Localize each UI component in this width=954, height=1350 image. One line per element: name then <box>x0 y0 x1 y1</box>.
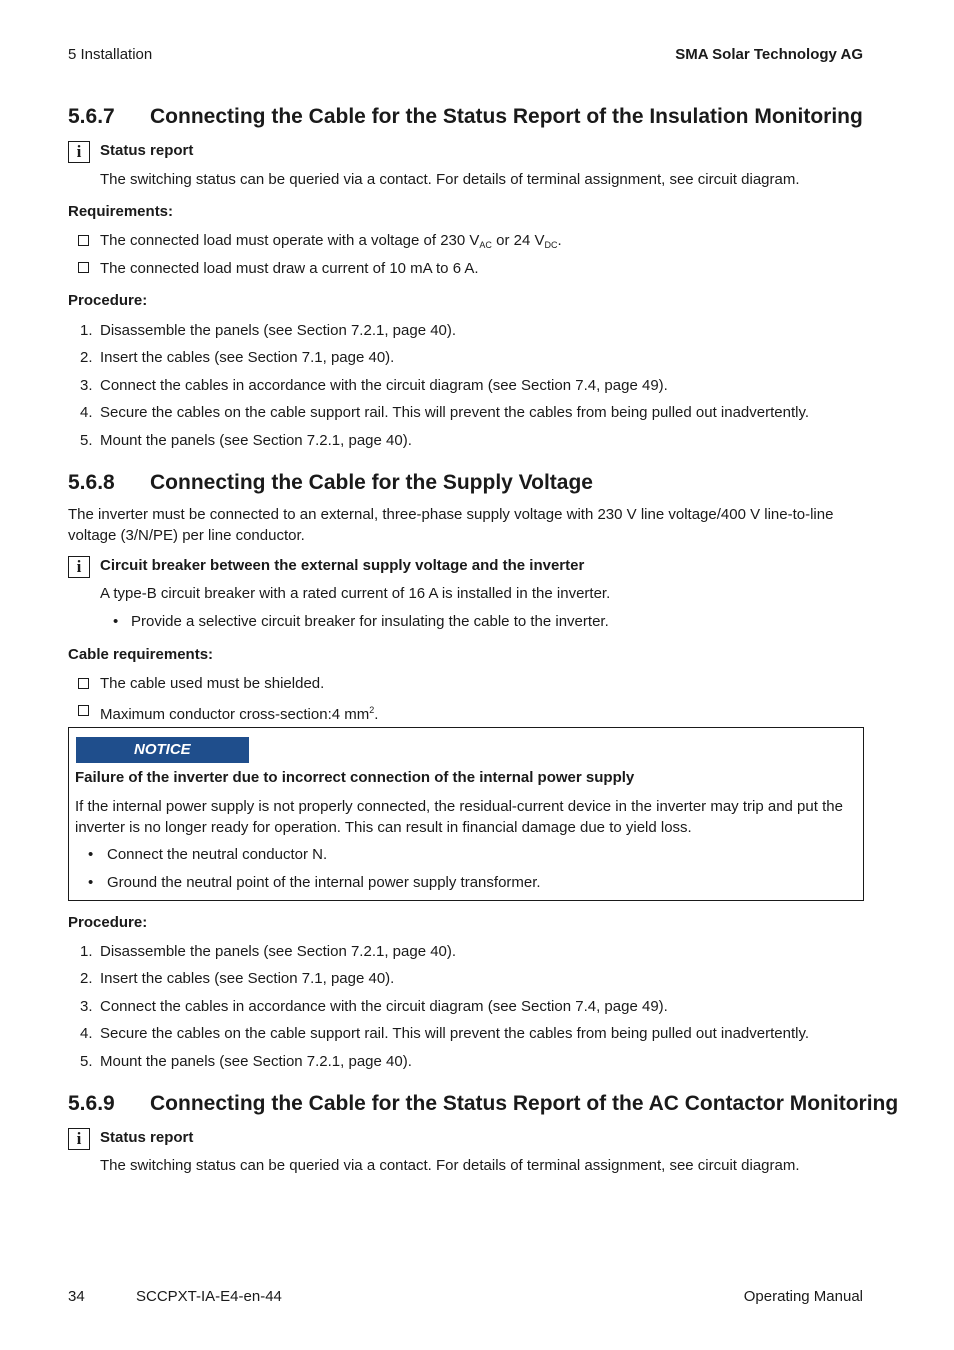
procedure-step: Secure the cables on the cable support rail. This will prevent the cables from being pulled out inadvertently. <box>100 1025 810 1042</box>
cable-requirement-item: Maximum conductor cross-section:4 $mm^2$. <box>100 705 379 723</box>
step-number: 5. <box>80 432 93 449</box>
procedure-step: Mount the panels (see Section 7.2.1, page 40). <box>100 432 412 449</box>
step-number: 5. <box>80 1053 93 1070</box>
bullet-icon: • <box>88 874 94 891</box>
info-text: A type-B circuit breaker with a rated current of 16 A is installed in the inverter. <box>100 585 611 602</box>
notice-bullet: Connect the neutral conductor N. <box>107 846 328 863</box>
bullet-icon: • <box>113 613 119 630</box>
procedure-step: Connect the cables in accordance with the circuit diagram (see Section 7.4, page 49). <box>100 998 668 1015</box>
intro-text: The inverter must be connected to an external, three-phase supply voltage with 230 V line voltage/400 V line-to-line <box>68 506 834 523</box>
step-number: 4. <box>80 1025 93 1042</box>
footer-doc-id: SCCPXT-IA-E4-en-44 <box>136 1288 282 1305</box>
notice-badge: NOTICE <box>76 737 249 763</box>
info-title: Circuit breaker between the external supply voltage and the inverter <box>100 557 585 574</box>
section-number: 5.6.7 <box>68 105 115 128</box>
section-heading-569 <box>68 1092 899 1120</box>
procedure-label: Procedure: <box>68 292 148 309</box>
checkbox-icon <box>78 235 89 246</box>
section-heading-567 <box>68 105 868 133</box>
info-icon: i <box>68 1128 90 1150</box>
step-number: 1. <box>80 322 93 339</box>
info-text: The switching status can be queried via a contact. For details of terminal assignment, see circuit diagram. <box>100 1157 800 1174</box>
procedure-step: Secure the cables on the cable support rail. This will prevent the cables from being pulled out inadvertently. <box>100 404 810 421</box>
checkbox-icon <box>78 262 89 273</box>
requirement-item: The connected load must operate with a voltage of 230 $V_{AC}$ or 24 $V_{DC}$. <box>100 232 562 250</box>
cable-requirements-label: Cable requirements: <box>68 646 214 663</box>
intro-text: voltage (3/N/PE) per line conductor. <box>68 527 305 544</box>
notice-text: If the internal power supply is not properly connected, the residual-current device in the inverter may trip and put the <box>75 798 843 815</box>
info-bullet: Provide a selective circuit breaker for insulating the cable to the inverter. <box>131 613 609 630</box>
procedure-step: Disassemble the panels (see Section 7.2.1, page 40). <box>100 322 457 339</box>
requirements-label: Requirements: <box>68 203 174 220</box>
info-title: Status report <box>100 142 194 159</box>
header-section: 5 Installation <box>68 46 153 63</box>
step-number: 2. <box>80 349 93 366</box>
info-title: Status report <box>100 1129 194 1146</box>
section-title: Connecting the Cable for the Status Report of the AC Contactor Monitoring <box>150 1092 899 1115</box>
section-title: Connecting the Cable for the Supply Voltage <box>150 471 593 494</box>
info-text: The switching status can be queried via a contact. For details of terminal assignment, see circuit diagram. <box>100 171 800 188</box>
notice-text: inverter is no longer ready for operation. This can result in financial damage due to yield loss. <box>75 819 692 836</box>
info-icon: i <box>68 141 90 163</box>
footer-doc-type: Operating Manual <box>743 1288 863 1305</box>
step-number: 2. <box>80 970 93 987</box>
info-icon: i <box>68 556 90 578</box>
step-number: 1. <box>80 943 93 960</box>
procedure-step: Mount the panels (see Section 7.2.1, page 40). <box>100 1053 412 1070</box>
procedure-step: Insert the cables (see Section 7.1, page 40). <box>100 349 395 366</box>
section-number: 5.6.8 <box>68 471 115 494</box>
header-company: SMA Solar Technology AG <box>675 46 863 63</box>
step-number: 4. <box>80 404 93 421</box>
requirement-item: The connected load must draw a current of 10 mA to 6 A. <box>100 260 479 277</box>
section-number: 5.6.9 <box>68 1092 115 1115</box>
notice-heading: Failure of the inverter due to incorrect connection of the internal power supply <box>75 769 635 786</box>
step-number: 3. <box>80 998 93 1015</box>
checkbox-icon <box>78 678 89 689</box>
checkbox-icon <box>78 705 89 716</box>
cable-requirement-item: The cable used must be shielded. <box>100 675 325 692</box>
step-number: 3. <box>80 377 93 394</box>
procedure-step: Insert the cables (see Section 7.1, page 40). <box>100 970 395 987</box>
footer-page-number: 34 <box>68 1288 85 1305</box>
procedure-label: Procedure: <box>68 914 148 931</box>
procedure-step: Disassemble the panels (see Section 7.2.1, page 40). <box>100 943 457 960</box>
section-title: Connecting the Cable for the Status Report of the Insulation Monitoring <box>150 105 863 128</box>
section-heading-568 <box>68 471 868 499</box>
procedure-step: Connect the cables in accordance with the circuit diagram (see Section 7.4, page 49). <box>100 377 668 394</box>
bullet-icon: • <box>88 846 94 863</box>
notice-bullet: Ground the neutral point of the internal power supply transformer. <box>107 874 541 891</box>
